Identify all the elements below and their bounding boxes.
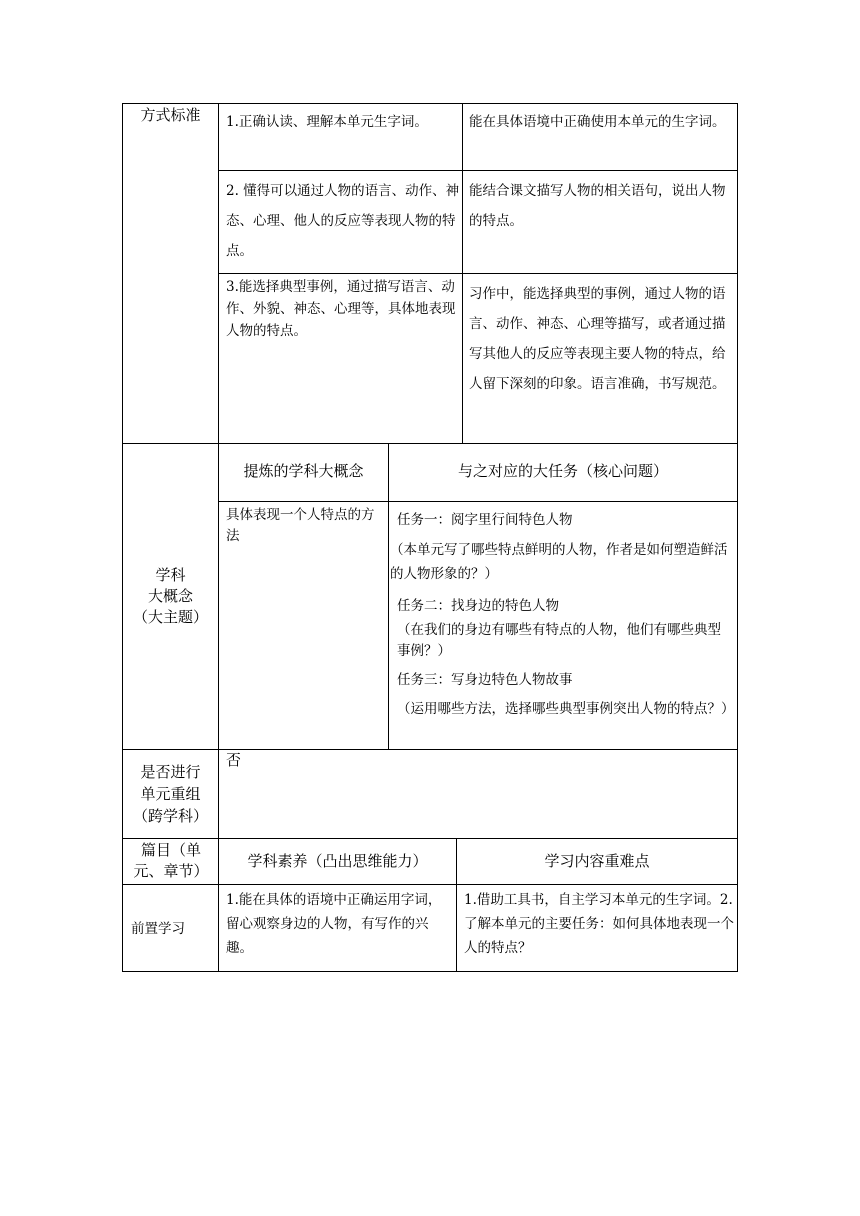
preview-label: 前置学习 (131, 921, 185, 937)
table-border (218, 170, 738, 171)
reorganize-label-line1: 是否进行 (140, 763, 201, 781)
table-border (122, 749, 738, 750)
standards-assessment-2: 能结合课文描写人物的相关语句，说出人物的特点。 (469, 183, 726, 229)
table-border (122, 103, 738, 104)
table-border (737, 103, 738, 971)
big-concept-label (123, 565, 218, 628)
standards-label: 方式标准 (140, 106, 201, 124)
standards-content-2: 2. 懂得可以通过人物的语言、动作、神态、心理、他人的反应等表现人物的特点。 (226, 183, 460, 259)
key-points-column-header: 学习内容重难点 (544, 852, 650, 870)
task-3-title: 任务三：写身边特色人物故事 (397, 672, 573, 688)
task-3-question: （运用哪些方法，选择哪些典型事例突出人物的特点？） (397, 701, 735, 717)
standards-content-3: 3.能选择典型事例，通过描写语言、动作、外貌、神态、心理等，具体地表现人物的特点。 (226, 279, 456, 339)
reorganize-label-line3: （跨学科） (132, 807, 208, 825)
task-column-header: 与之对应的大任务（核心问题） (457, 462, 668, 480)
concept-text: 具体表现一个人特点的方法 (226, 507, 375, 544)
table-border (122, 884, 738, 885)
reorganize-value: 否 (226, 751, 242, 769)
big-concept-label-line1: 学科 (155, 566, 186, 584)
table-border (388, 443, 389, 749)
table-border (462, 103, 463, 443)
table-border (122, 971, 738, 972)
task-2-question: （在我们的身边有哪些有特点的人物，他们有哪些典型事例？） (397, 622, 721, 659)
task-2-title: 任务二：找身边的特色人物 (397, 598, 559, 614)
table-border (218, 273, 738, 274)
literacy-column-header: 学科素养（凸出思维能力） (247, 852, 428, 870)
table-border (218, 103, 219, 971)
big-concept-label-line3: （大主题） (132, 608, 208, 626)
table-border (122, 443, 738, 444)
task-1-question: （本单元写了哪些特点鲜明的人物，作者是如何塑造鲜活的人物形象的？） (390, 542, 728, 582)
big-concept-label-line2: 大概念 (147, 587, 193, 605)
reorganize-label (123, 761, 218, 827)
standards-content-1: 1.正确认读、理解本单元生字词。 (226, 114, 428, 130)
table-border (122, 103, 123, 971)
chapter-label: 篇目（单元、章节） (133, 841, 209, 880)
preview-literacy: 1.能在具体的语境中正确运用字词，留心观察身边的人物，有写作的兴趣。 (226, 892, 442, 956)
standards-assessment-3: 习作中，能选择典型的事例，通过人物的语言、动作、神态、心理等描写，或者通过描写其他人的反应等表现主要人物的特点，给人留下深刻的印象。语言准确，书写规范。 (469, 286, 726, 392)
concept-column-header: 提炼的学科大概念 (243, 462, 364, 480)
table-border (122, 838, 738, 839)
standards-assessment-1: 能在具体语境中正确使用本单元的生字词。 (469, 114, 726, 130)
task-1-title: 任务一：阅字里行间特色人物 (397, 512, 573, 528)
table-border (218, 501, 738, 502)
preview-key-points: 1.借助工具书，自主学习本单元的生字词。2.了解本单元的主要任务：如何具体地表现一个人的特点？ (464, 892, 734, 956)
reorganize-label-line2: 单元重组 (140, 785, 201, 803)
